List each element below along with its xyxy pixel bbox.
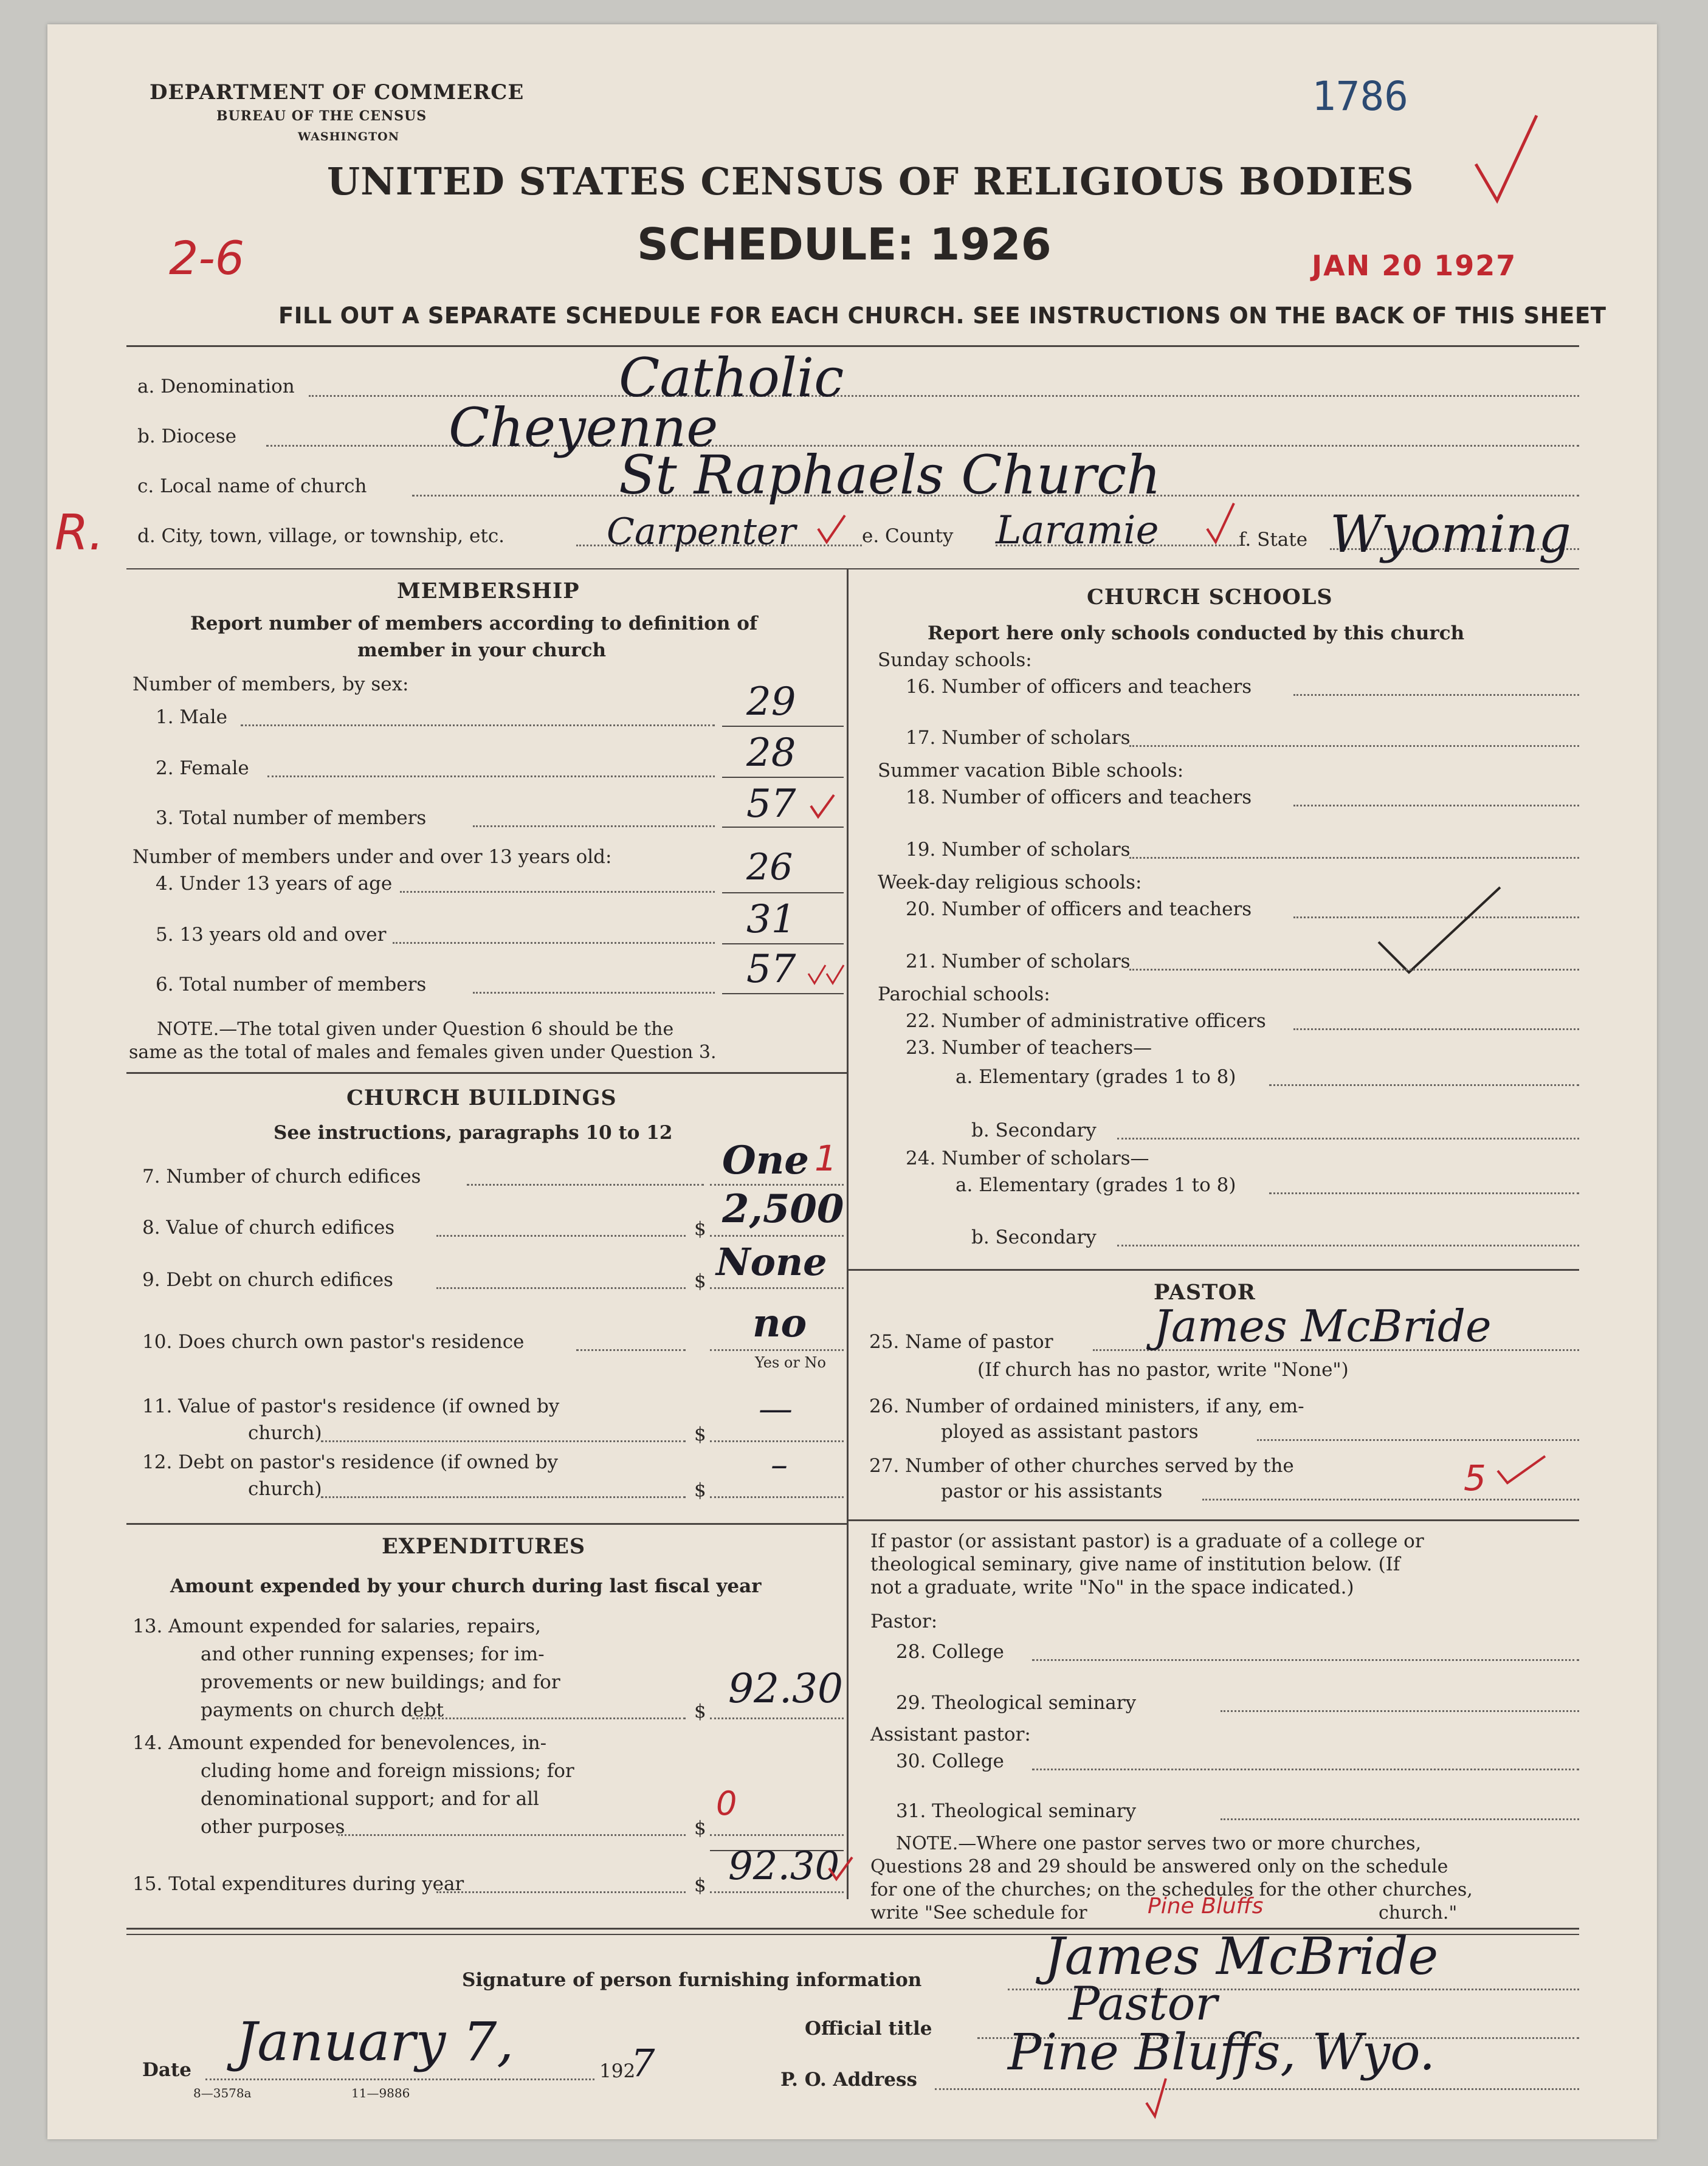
q11-value-amount[interactable]: — [759, 1389, 793, 1429]
denomination-label: a. Denomination [137, 376, 295, 397]
q22-label: 22. Number of administrative officers [906, 1010, 1266, 1032]
q27-churches-value[interactable]: 5 [1464, 1457, 1486, 1499]
date-value[interactable]: January 7, [236, 2010, 514, 2073]
local-name-label: c. Local name of church [137, 475, 367, 497]
see-schedule-value[interactable]: Pine Bluffs [1148, 1894, 1264, 1919]
membership-subtitle: Report number of members according to definition of [190, 613, 758, 634]
q29-label: 29. Theological seminary [896, 1692, 1137, 1714]
check-mark-icon [1202, 498, 1239, 547]
stamp-number: 1786 [1312, 73, 1408, 120]
q25-pastor-name[interactable]: James McBride [1154, 1301, 1492, 1352]
graduate-instruction: If pastor (or assistant pastor) is a graduate of a college or [870, 1530, 1424, 1552]
q11-label: 11. Value of pastor's residence (if owned by [142, 1395, 560, 1417]
check-mark-icon [1470, 109, 1543, 207]
q24a-label: a. Elementary (grades 1 to 8) [956, 1174, 1236, 1196]
q21-label: 21. Number of scholars [906, 951, 1131, 972]
membership-note: NOTE.—The total given under Question 6 should be the [157, 1019, 674, 1040]
local-name-value[interactable]: St Raphaels Church [619, 444, 1161, 506]
q13-label: 13. Amount expended for salaries, repairs, [133, 1615, 541, 1637]
q20-label: 20. Number of officers and teachers [906, 898, 1252, 920]
q26-label-cont: ployed as assistant pastors [941, 1421, 1199, 1443]
graduate-instruction: theological seminary, give name of institution below. (If [870, 1553, 1400, 1575]
members-by-sex-label: Number of members, by sex: [133, 673, 409, 695]
date-label: Date [142, 2059, 192, 2081]
check-mark-icon [1372, 881, 1506, 978]
sunday-schools-label: Sunday schools: [878, 649, 1032, 671]
year-prefix: 192 [599, 2060, 636, 2082]
denomination-value[interactable]: Catholic [619, 346, 844, 409]
q27-label: 27. Number of other churches served by the [869, 1455, 1294, 1477]
q7-mark: 1 [814, 1138, 837, 1179]
check-mark-icon [807, 791, 838, 822]
pastor-note: Questions 28 and 29 should be answered only on the schedule [870, 1856, 1448, 1877]
q14-label: 14. Amount expended for benevolences, in- [133, 1732, 547, 1754]
pastor-subheading: Pastor: [870, 1611, 938, 1632]
q9-debt-value[interactable]: None [716, 1240, 827, 1284]
q5-over13-value[interactable]: 31 [746, 897, 796, 942]
po-address-value[interactable]: Pine Bluffs, Wyo. [1008, 2024, 1436, 2082]
church-schools-subtitle: Report here only schools conducted by this church [928, 622, 1465, 644]
pastor-heading: PASTOR [1154, 1280, 1256, 1305]
pastor-note: write "See schedule for [870, 1902, 1087, 1924]
q16-label: 16. Number of officers and teachers [906, 676, 1252, 698]
po-address-label: P. O. Address [780, 2069, 917, 2091]
form-instruction: FILL OUT A SEPARATE SCHEDULE FOR EACH CHURCH. SEE INSTRUCTIONS ON THE BACK OF THIS SHEET [278, 303, 1606, 329]
official-title-label: Official title [805, 2018, 932, 2040]
q12-label: 12. Debt on pastor's residence (if owned by [142, 1451, 559, 1473]
buildings-subtitle: See instructions, paragraphs 10 to 12 [274, 1122, 673, 1144]
q26-label: 26. Number of ordained ministers, if any, em- [869, 1395, 1304, 1417]
dollar-sign: $ [694, 1874, 706, 1896]
q11-label-cont: church) [248, 1422, 322, 1444]
q15-label: 15. Total expenditures during year [133, 1873, 464, 1895]
q13-label-cont: and other running expenses; for im- [201, 1643, 545, 1665]
q9-label: 9. Debt on church edifices [142, 1269, 393, 1291]
pastor-note: church." [1379, 1902, 1458, 1924]
department-heading: DEPARTMENT OF COMMERCE [150, 80, 525, 105]
expenditures-heading: EXPENDITURES [382, 1534, 586, 1559]
q7-label: 7. Number of church edifices [142, 1166, 421, 1188]
q5-label: 5. 13 years old and over [156, 924, 387, 946]
dollar-sign: $ [694, 1270, 706, 1292]
pastor-note: NOTE.—Where one pastor serves two or more churches, [896, 1833, 1422, 1854]
q28-label: 28. College [896, 1641, 1004, 1663]
graduate-instruction: not a graduate, write "No" in the space indicated.) [870, 1576, 1354, 1598]
dollar-sign: $ [694, 1423, 706, 1445]
check-mark-icon [806, 963, 849, 987]
assistant-pastor-subheading: Assistant pastor: [870, 1724, 1031, 1745]
membership-subtitle: member in your church [357, 639, 607, 661]
q12-debt-amount[interactable]: – [771, 1445, 788, 1485]
form-title: UNITED STATES CENSUS OF RELIGIOUS BODIES [327, 159, 1414, 204]
q2-label: 2. Female [156, 757, 249, 779]
q4-under13-value[interactable]: 26 [746, 846, 793, 889]
q23-label: 23. Number of teachers— [906, 1037, 1152, 1059]
q30-label: 30. College [896, 1750, 1004, 1772]
form-number: 8—3578a [193, 2086, 252, 2100]
membership-note: same as the total of males and females given under Question 3. [129, 1042, 717, 1063]
q8-label: 8. Value of church edifices [142, 1217, 395, 1239]
county-label: e. County [862, 525, 954, 547]
city-value[interactable]: Carpenter [607, 511, 796, 553]
q18-label: 18. Number of officers and teachers [906, 786, 1252, 808]
check-mark-icon [1494, 1453, 1549, 1489]
diocese-label: b. Diocese [137, 425, 236, 447]
q6-total-value[interactable]: 57 [746, 947, 796, 992]
q13-label-cont: provements or new buildings; and for [201, 1671, 560, 1693]
q7-edifices-value[interactable]: One [722, 1138, 809, 1183]
q31-label: 31. Theological seminary [896, 1800, 1137, 1822]
weekday-schools-label: Week-day religious schools: [878, 872, 1142, 893]
parochial-schools-label: Parochial schools: [878, 983, 1050, 1005]
q10-hint: Yes or No [755, 1354, 826, 1371]
expenditures-subtitle: Amount expended by your church during last fiscal year [170, 1575, 762, 1597]
margin-mark: R. [55, 504, 105, 561]
bureau-heading: BUREAU OF THE CENSUS [216, 108, 427, 124]
state-label: f. State [1239, 529, 1308, 551]
q4-label: 4. Under 13 years of age [156, 873, 393, 895]
q19-label: 19. Number of scholars [906, 839, 1131, 861]
membership-heading: MEMBERSHIP [397, 579, 580, 603]
check-mark-icon [1142, 2072, 1178, 2121]
q13-label-cont: payments on church debt [201, 1699, 444, 1721]
q14-label-cont: cluding home and foreign missions; for [201, 1760, 574, 1782]
dollar-sign: $ [694, 1700, 706, 1722]
q25-label: 25. Name of pastor [869, 1331, 1053, 1353]
code-mark: 2-6 [169, 231, 245, 285]
q24-label: 24. Number of scholars— [906, 1147, 1149, 1169]
q14-label-cont: denominational support; and for all [201, 1788, 539, 1810]
q23b-label: b. Secondary [971, 1119, 1097, 1141]
q15-total-value[interactable]: 92.30 [728, 1844, 840, 1889]
q3-total-value[interactable]: 57 [746, 782, 796, 827]
dollar-sign: $ [694, 1479, 706, 1501]
q12-label-cont: church) [248, 1478, 322, 1500]
buildings-heading: CHURCH BUILDINGS [346, 1085, 617, 1110]
diocese-value[interactable]: Cheyenne [449, 396, 718, 459]
q14-benevolence-value[interactable]: 0 [716, 1784, 737, 1823]
dollar-sign: $ [694, 1817, 706, 1839]
census-schedule-form [47, 24, 1657, 2139]
summer-schools-label: Summer vacation Bible schools: [878, 760, 1184, 782]
city-heading: WASHINGTON [298, 130, 400, 143]
state-value[interactable]: Wyoming [1330, 504, 1571, 564]
print-number: 11—9886 [351, 2086, 410, 2100]
schedule-year: SCHEDULE: 1926 [637, 219, 1052, 270]
signature-label: Signature of person furnishing information [462, 1969, 922, 1991]
signature-value[interactable]: James McBride [1044, 1927, 1439, 1986]
q13-expenses-value[interactable]: 92.30 [728, 1665, 843, 1712]
q10-label: 10. Does church own pastor's residence [142, 1331, 525, 1353]
pastor-note: for one of the churches; on the schedules for the other churches, [870, 1879, 1473, 1900]
official-title-value[interactable]: Pastor [1069, 1976, 1217, 2030]
q8-value-amount[interactable]: 2,500 [722, 1186, 844, 1232]
q1-label: 1. Male [156, 706, 227, 728]
q25-hint: (If church has no pastor, write "None") [977, 1359, 1349, 1381]
q27-label-cont: pastor or his assistants [941, 1480, 1163, 1502]
members-by-age-label: Number of members under and over 13 years old: [133, 846, 612, 868]
check-mark-icon [825, 1854, 856, 1884]
q1-male-value[interactable]: 29 [746, 679, 796, 724]
church-schools-heading: CHURCH SCHOOLS [1087, 585, 1333, 610]
q2-female-value[interactable]: 28 [746, 731, 796, 775]
q6-label: 6. Total number of members [156, 974, 427, 995]
check-mark-icon [813, 511, 850, 547]
q14-label-cont: other purposes [201, 1816, 345, 1838]
q24b-label: b. Secondary [971, 1226, 1097, 1248]
dollar-sign: $ [694, 1218, 706, 1240]
q23a-label: a. Elementary (grades 1 to 8) [956, 1066, 1236, 1088]
city-label: d. City, town, village, or township, etc. [137, 525, 505, 547]
q3-label: 3. Total number of members [156, 807, 427, 829]
received-date-stamp: JAN 20 1927 [1312, 249, 1517, 282]
year-value[interactable]: 7 [631, 2041, 655, 2085]
q17-label: 17. Number of scholars [906, 727, 1131, 749]
county-value[interactable]: Laramie [996, 508, 1159, 553]
q10-residence-value[interactable]: no [752, 1301, 807, 1346]
